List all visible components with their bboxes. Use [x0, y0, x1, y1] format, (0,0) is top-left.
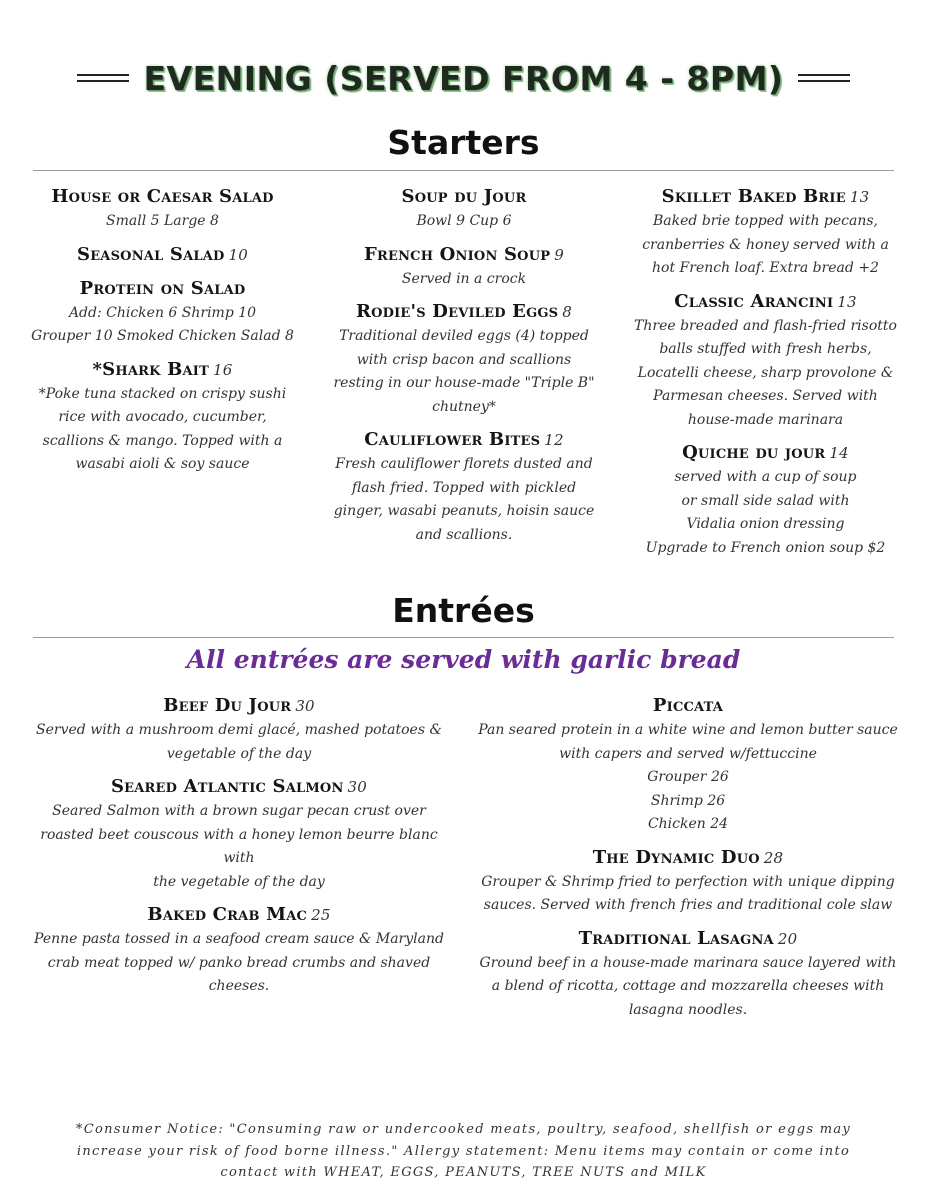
menu-item-name [330, 242, 598, 268]
item-spacer [330, 419, 598, 427]
menu-item [30, 357, 295, 477]
item-spacer [478, 837, 898, 845]
menu-item-name [30, 693, 448, 719]
menu-item [628, 440, 903, 560]
entrees-column-2 [478, 693, 898, 1022]
menu-item-description: Three breaded and flash-fried risotto [634, 317, 897, 334]
menu-item-name [30, 774, 448, 800]
menu-item-description: Grouper & Shrimp fried to perfection with unique dipping [481, 873, 895, 890]
menu-item-description: wasabi aioli & soy sauce [75, 456, 250, 472]
menu-item-name [330, 427, 598, 453]
menu-item [30, 242, 295, 268]
entrees-divider [33, 637, 894, 638]
menu-item [330, 427, 598, 547]
menu-item-description: sauces. Served with french fries and traditional cole slaw [483, 897, 893, 913]
starters-column-3 [628, 184, 903, 560]
menu-item-name [30, 357, 295, 383]
garlic-bread-note: All entrées are served with garlic bread [186, 645, 741, 674]
menu-item-name [30, 184, 295, 210]
menu-item-title: House or Caesar Salad [51, 186, 274, 207]
menu-item-description: rice with avocado, cucumber, [58, 409, 267, 425]
menu-item-price: 20 [777, 929, 798, 948]
item-spacer [330, 291, 598, 299]
menu-item-name [30, 276, 295, 302]
menu-item [30, 902, 448, 999]
menu-item-title: Seared Atlantic Salmon [110, 776, 344, 797]
menu-item-description: the vegetable of the day [153, 873, 325, 890]
menu-item-description: Vidalia onion dressing [686, 516, 845, 532]
menu-item [628, 184, 903, 281]
menu-item-description: Served with a mushroom demi glacé, mashed potatoes & [36, 722, 442, 738]
menu-item-name [478, 926, 898, 952]
menu-item-title: French Onion Soup [364, 243, 551, 265]
menu-item-description: Upgrade to French onion soup $2 [645, 539, 886, 556]
menu-item [330, 242, 598, 292]
menu-item-price: 16 [212, 360, 233, 379]
menu-item-title: The Dynamic Duo [592, 846, 760, 868]
menu-item [30, 693, 448, 766]
starters-column-2 [330, 184, 598, 547]
menu-item-title: Protein on Salad [79, 277, 246, 299]
menu-item-name [628, 289, 903, 315]
menu-item [30, 184, 295, 234]
menu-item [478, 926, 898, 1023]
entrees-column-1 [30, 693, 448, 999]
menu-item-description: scallions & mango. Topped with a [42, 432, 283, 449]
title-right-rule [798, 74, 850, 82]
menu-item-description: roasted beet couscous with a honey lemon beurre blanc with [40, 826, 438, 866]
menu-item-price: 8 [562, 303, 573, 321]
menu-item-description: Locatelli cheese, sharp provolone & [637, 364, 894, 381]
menu-item-description: and scallions. [415, 526, 513, 543]
menu-item-price: 9 [554, 245, 564, 264]
menu-item-description: Traditional deviled eggs (4) topped [339, 328, 589, 344]
menu-item-price: 30 [295, 697, 315, 715]
menu-item-description: with capers and served w/fettuccine [559, 745, 817, 762]
title-left-rule [77, 74, 129, 82]
menu-item-price: 14 [829, 444, 849, 462]
menu-item-name [478, 693, 898, 719]
menu-item-name [478, 845, 898, 871]
menu-item-price: 13 [837, 292, 857, 311]
menu-item-description: lasagna noodles. [628, 1001, 748, 1018]
menu-item-title: Baked Crab Mac [147, 904, 308, 925]
menu-item-title: Skillet Baked Brie [661, 186, 846, 207]
menu-item-name [330, 184, 598, 210]
starters-column-1 [30, 184, 295, 477]
consumer-notice [40, 1119, 887, 1184]
menu-item-description: Bowl 9 Cup 6 [416, 213, 512, 229]
page-title [0, 48, 927, 108]
menu-item [330, 299, 598, 419]
item-spacer [30, 894, 448, 902]
menu-item-title: Rodie's Deviled Eggs [355, 301, 559, 322]
menu-item-description: Ground beef in a house-made marinara sauce layered with [479, 954, 897, 971]
menu-item-description: Small 5 Large 8 [106, 213, 219, 229]
menu-item [330, 184, 598, 234]
menu-item [30, 276, 295, 349]
menu-item-name [330, 299, 598, 325]
item-spacer [30, 349, 295, 357]
item-spacer [30, 766, 448, 774]
menu-item-title: Cauliflower Bites [364, 429, 541, 450]
menu-item-description: Seared Salmon with a brown sugar pecan crust over [52, 803, 426, 819]
menu-item-description: Fresh cauliflower florets dusted and [335, 456, 593, 472]
menu-item-description: Served in a crock [401, 270, 527, 287]
page-title-text: EVENING (SERVED FROM 4 - 8PM) [143, 58, 784, 98]
menu-item-title: Quiche du jour [682, 442, 826, 463]
menu-item-description: *Poke tuna stacked on crispy sushi [38, 385, 287, 402]
item-spacer [628, 432, 903, 440]
menu-item-price: 28 [763, 848, 784, 867]
menu-item-title: *Shark Bait [92, 358, 209, 380]
item-spacer [30, 268, 295, 276]
notice-line: contact with WHEAT, EGGS, PEANUTS, TREE NUTS and MILK [220, 1165, 707, 1180]
menu-item-description: a blend of ricotta, cottage and mozzarella cheeses with [491, 978, 885, 994]
item-spacer [628, 281, 903, 289]
menu-item-name [628, 184, 903, 210]
menu-item-description: house-made marinara [687, 411, 844, 428]
notice-line: increase your risk of food borne illness." Allergy statement: Menu items may contain or come into [76, 1143, 851, 1159]
menu-item-description: flash fried. Topped with pickled [351, 479, 577, 496]
menu-item-description: cranberries & honey served with a [642, 236, 889, 253]
item-spacer [330, 234, 598, 242]
item-spacer [30, 234, 295, 242]
menu-item [30, 774, 448, 894]
menu-item-description: ginger, wasabi peanuts, hoisin sauce [333, 503, 595, 519]
menu-item-description: cheeses. [208, 978, 270, 994]
menu-item-description: with crisp bacon and scallions [356, 351, 572, 368]
menu-item-description: Chicken 24 [647, 816, 729, 832]
menu-item-name [30, 242, 295, 268]
menu-item-title: Beef Du Jour [163, 695, 292, 716]
menu-item-title: Piccata [652, 695, 724, 716]
menu-item-price: 10 [228, 245, 248, 264]
menu-item-description: resting in our house-made "Triple B" [333, 375, 595, 391]
menu-item [478, 693, 898, 837]
menu-item-price: 13 [849, 188, 870, 206]
menu-item-description: Pan seared protein in a white wine and lemon butter sauce [478, 722, 898, 738]
menu-item-description: balls stuffed with fresh herbs, [659, 341, 872, 357]
menu-item-title: Classic Arancini [674, 290, 834, 312]
menu-item [478, 845, 898, 918]
menu-item-price: 12 [544, 431, 564, 449]
menu-item-description: hot French loaf. Extra bread +2 [652, 260, 879, 276]
menu-item-description: Penne pasta tossed in a seafood cream sauce & Maryland [34, 931, 444, 947]
menu-item-title: Traditional Lasagna [578, 927, 774, 949]
starters-heading: Starters [387, 123, 540, 162]
menu-item-description: Grouper 10 Smoked Chicken Salad 8 [31, 328, 294, 344]
menu-item-description: served with a cup of soup [674, 469, 857, 485]
menu-item-description: Baked brie topped with pecans, [653, 213, 878, 229]
menu-item-name [628, 440, 903, 466]
menu-item-description: Shrimp 26 [650, 792, 726, 809]
menu-item-description: chutney* [432, 398, 496, 415]
menu-item-title: Seasonal Salad [77, 243, 225, 265]
item-spacer [478, 918, 898, 926]
menu-item [628, 289, 903, 433]
menu-item-price: 25 [311, 906, 331, 924]
entrees-heading: Entrées [392, 591, 535, 630]
menu-item-name [30, 902, 448, 928]
notice-line: *Consumer Notice: "Consuming raw or undercooked meats, poultry, seafood, shellfish or eggs may [75, 1122, 852, 1137]
menu-item-title: Soup du Jour [401, 186, 527, 207]
menu-item-description: or small side salad with [681, 492, 850, 509]
menu-item-description: Parmesan cheeses. Served with [653, 388, 878, 404]
menu-item-description: Grouper 26 [647, 769, 729, 785]
menu-item-description: vegetable of the day [166, 745, 312, 762]
starters-divider [33, 170, 894, 171]
menu-item-description: Add: Chicken 6 Shrimp 10 [68, 304, 257, 321]
menu-item-price: 30 [347, 778, 368, 796]
menu-item-description: crab meat topped w/ panko bread crumbs and shaved [47, 954, 431, 971]
